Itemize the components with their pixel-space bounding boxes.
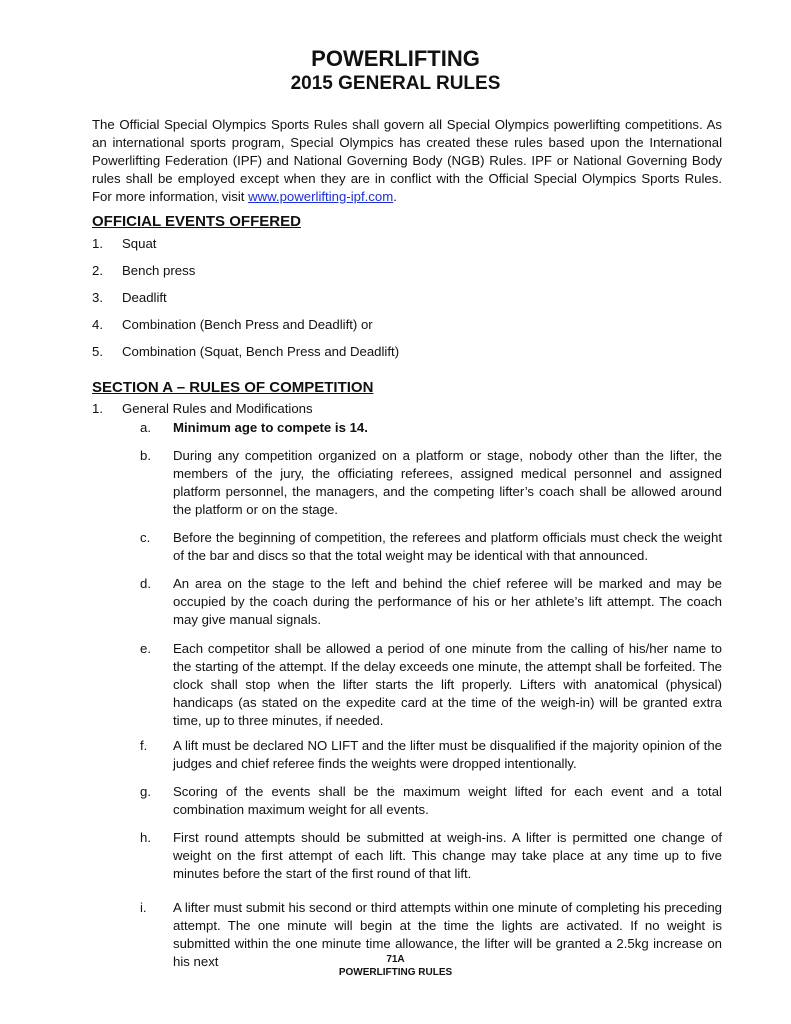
intro-paragraph [92,116,722,206]
item-letter: i. [140,900,147,915]
event-label: Bench press [122,263,196,278]
event-label: Squat [122,236,157,251]
event-item [92,290,167,306]
rule-heading [92,401,313,416]
item-text: Before the beginning of competition, the referees and platform officials must check the weight of the bar and discs so that the total weight may be identical with that announced. [173,530,722,563]
page-number: 71A [386,954,405,965]
event-label: Combination (Squat, Bench Press and Deadlift) [122,344,400,359]
item-letter: c. [140,530,151,545]
rule-number: 1. [92,401,103,416]
item-letter: e. [140,641,151,656]
item-letter: b. [140,448,151,463]
item-text: An area on the stage to the left and behind the chief referee will be marked and may be occupied by the coach during the performance of his or her athlete’s lift attempt. The coach may give manual signals. [173,576,722,627]
item-letter: a. [140,420,151,435]
section-a-heading: SECTION A – RULES OF COMPETITION [92,379,374,396]
rule-title: General Rules and Modifications [122,401,313,416]
rule-item-f [140,737,722,773]
rule-item-b [140,447,722,519]
event-item [92,263,195,279]
item-text: Each competitor shall be allowed a period of one minute from the calling of his/her name to the starting of the attempt. If the delay exceeds one minute, the attempt shall be forfeited. The clock shall stop when the lifter starts the lift properly. Lifters with anatomical (physical) handicaps (as stated on the expedite card at the time of the weigh-in) will be granted extra time, up to three minutes, if needed. [173,641,722,728]
document-subtitle: 2015 GENERAL RULES [290,73,501,94]
event-label: Combination (Bench Press and Deadlift) or [122,317,373,332]
item-letter: h. [140,830,151,845]
item-text: Minimum age to compete is 14. [173,420,368,435]
intro-text: The Official Special Olympics Sports Rules shall govern all Special Olympics powerlifting competitions. As an international sports program, Special Olympics has created these rules based upon the International Powerlifting Federation (IPF) and National Governing Body (NGB) Rules. IPF or National Governing Body rules shall be employed except when they are in conflict with the Official Special Olympics Sports Rules. For more information, visit [92,117,722,204]
item-text: Scoring of the events shall be the maximum weight lifted for each event and a total combination maximum weight for all events. [173,784,722,817]
item-text: A lift must be declared NO LIFT and the lifter must be disqualified if the majority opinion of the judges and chief referee finds the weights were dropped intentionally. [173,738,722,771]
rule-item-e [140,640,722,730]
event-number: 4. [92,317,103,332]
item-text: During any competition organized on a platform or stage, nobody other than the lifter, the members of the jury, the officiating referees, assigned medical personnel and assigned platform personnel, the managers, and the competing lifter’s coach shall be allowed around the platform or on the stage. [173,448,722,517]
item-letter: f. [140,738,148,753]
event-item [92,317,373,333]
event-item [92,344,399,360]
event-item [92,236,156,252]
rule-item-g [140,783,722,819]
rule-item-d [140,575,722,629]
event-label: Deadlift [122,290,167,305]
document-title: POWERLIFTING [311,46,480,71]
event-number: 3. [92,290,103,305]
item-letter: d. [140,576,151,591]
rule-item-c [140,529,722,565]
event-number: 1. [92,236,103,251]
footer-label: POWERLIFTING RULES [338,967,453,978]
rule-item-a [140,419,722,437]
item-text: A lifter must submit his second or third attempts within one minute of completing his preceding attempt. The one minute will begin at the time the lights are activated. If no weight is submitted within the one minute time allowance, the lifter will be granted a 2.5kg increase on his next [173,900,722,969]
item-letter: g. [140,784,151,799]
intro-end: . [393,189,397,204]
events-heading: OFFICIAL EVENTS OFFERED [92,213,301,230]
ipf-link[interactable]: www.powerlifting-ipf.com [248,189,394,204]
event-number: 5. [92,344,103,359]
rule-item-h [140,829,722,883]
event-number: 2. [92,263,103,278]
item-text: First round attempts should be submitted at weigh-ins. A lifter is permitted one change of weight on the first attempt of each lift. This change may take place at any time up to five minutes before the start of the first round of that lift. [173,830,722,881]
